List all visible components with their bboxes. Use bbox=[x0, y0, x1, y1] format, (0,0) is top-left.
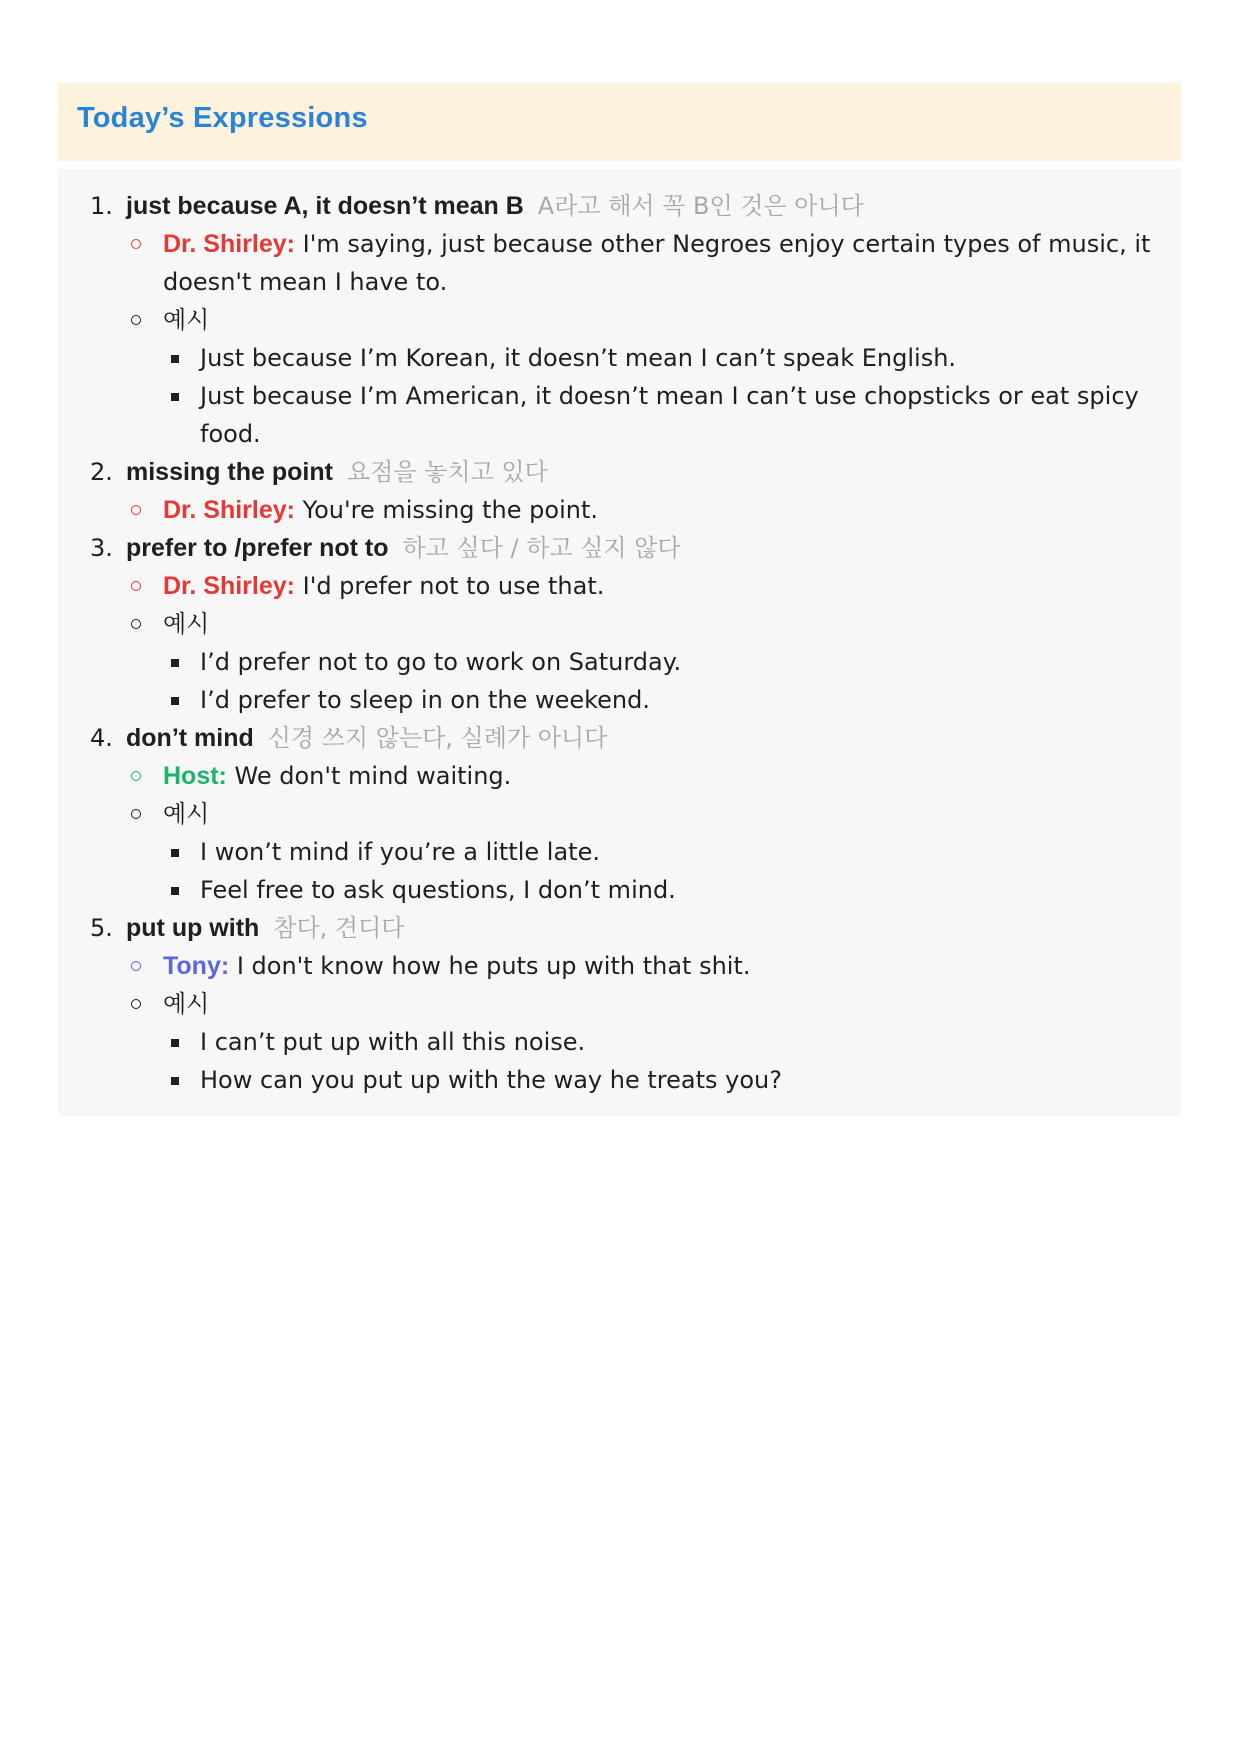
expression-phrase: prefer to /prefer not to bbox=[126, 534, 389, 562]
expression-phrase: missing the point bbox=[126, 458, 333, 486]
example-sentence: Just because I’m Korean, it doesn’t mean I can’t speak English. bbox=[163, 339, 1181, 377]
expression-meaning: 신경 쓰지 않는다, 실례가 아니다 bbox=[267, 724, 608, 752]
speaker-label: Dr. Shirley: bbox=[163, 572, 295, 600]
expressions-callout bbox=[58, 169, 1181, 1116]
hollow-bullet-icon bbox=[131, 581, 141, 591]
quote-text: You're missing the point. bbox=[302, 496, 598, 524]
example-sentence: How can you put up with the way he treats you? bbox=[163, 1061, 1181, 1099]
examples-label: 예시 bbox=[163, 800, 210, 828]
hollow-bullet-icon bbox=[131, 771, 141, 781]
example-list bbox=[163, 339, 1181, 453]
expression-sub-list bbox=[126, 947, 1181, 1099]
square-bullet-icon bbox=[171, 887, 179, 895]
square-bullet-icon bbox=[171, 1039, 179, 1047]
examples-group bbox=[126, 301, 1181, 453]
hollow-bullet-icon bbox=[131, 961, 141, 971]
expression-sub-list bbox=[126, 225, 1181, 453]
item-number: 5. bbox=[90, 914, 113, 942]
expression-phrase: put up with bbox=[126, 914, 260, 942]
item-number: 2. bbox=[90, 458, 113, 486]
expression-sub-list bbox=[126, 567, 1181, 719]
speaker-label: Tony: bbox=[163, 952, 230, 980]
movie-quote bbox=[126, 225, 1181, 301]
movie-quote bbox=[126, 947, 1181, 985]
examples-group bbox=[126, 795, 1181, 909]
quote-text: I don't know how he puts up with that shit. bbox=[236, 952, 751, 980]
example-list bbox=[163, 1023, 1181, 1099]
expression-sub-list bbox=[126, 757, 1181, 909]
example-sentence: Feel free to ask questions, I don’t mind. bbox=[163, 871, 1181, 909]
movie-quote bbox=[126, 757, 1181, 795]
hollow-bullet-icon bbox=[131, 505, 141, 515]
examples-group bbox=[126, 985, 1181, 1099]
square-bullet-icon bbox=[171, 393, 179, 401]
expression-item bbox=[58, 187, 1181, 453]
expression-sub-list bbox=[126, 491, 1181, 529]
example-sentence: I’d prefer not to go to work on Saturday. bbox=[163, 643, 1181, 681]
speaker-label: Host: bbox=[163, 762, 227, 790]
examples-label: 예시 bbox=[163, 306, 210, 334]
hollow-bullet-icon bbox=[131, 999, 141, 1009]
title-callout bbox=[58, 83, 1181, 161]
expression-heading bbox=[126, 453, 1181, 491]
example-list bbox=[163, 833, 1181, 909]
expression-phrase: just because A, it doesn’t mean B bbox=[126, 192, 524, 220]
example-sentence: Just because I’m American, it doesn’t mean I can’t use chopsticks or eat spicy food. bbox=[163, 377, 1160, 453]
expression-item bbox=[58, 909, 1181, 1099]
page-title: Today’s Expressions bbox=[77, 102, 368, 134]
expression-meaning: 참다, 견디다 bbox=[273, 914, 405, 942]
expression-item bbox=[58, 719, 1181, 909]
movie-quote bbox=[126, 567, 1181, 605]
square-bullet-icon bbox=[171, 697, 179, 705]
expression-item bbox=[58, 453, 1181, 529]
expression-heading bbox=[126, 529, 1181, 567]
expression-heading bbox=[126, 719, 1181, 757]
expression-item bbox=[58, 529, 1181, 719]
hollow-bullet-icon bbox=[131, 619, 141, 629]
expression-meaning: A라고 해서 꼭 B인 것은 아니다 bbox=[537, 192, 864, 220]
example-list bbox=[163, 643, 1181, 719]
item-number: 3. bbox=[90, 534, 113, 562]
hollow-bullet-icon bbox=[131, 239, 141, 249]
expression-meaning: 요점을 놓치고 있다 bbox=[346, 458, 548, 486]
hollow-bullet-icon bbox=[131, 809, 141, 819]
examples-label: 예시 bbox=[163, 990, 210, 1018]
item-number: 4. bbox=[90, 724, 113, 752]
examples-group bbox=[126, 605, 1181, 719]
example-sentence: I won’t mind if you’re a little late. bbox=[163, 833, 1181, 871]
square-bullet-icon bbox=[171, 1077, 179, 1085]
examples-label: 예시 bbox=[163, 610, 210, 638]
expression-phrase: don’t mind bbox=[126, 724, 254, 752]
item-number: 1. bbox=[90, 192, 113, 220]
speaker-label: Dr. Shirley: bbox=[163, 230, 295, 258]
hollow-bullet-icon bbox=[131, 315, 141, 325]
quote-text: I'm saying, just because other Negroes enjoy certain types of music, it doesn't mean I have to. bbox=[163, 230, 1151, 296]
example-sentence: I’d prefer to sleep in on the weekend. bbox=[163, 681, 1181, 719]
quote-text: I'd prefer not to use that. bbox=[302, 572, 605, 600]
expression-list bbox=[58, 187, 1181, 1099]
quote-text: We don't mind waiting. bbox=[234, 762, 512, 790]
square-bullet-icon bbox=[171, 355, 179, 363]
expression-heading bbox=[126, 187, 1181, 225]
movie-quote bbox=[126, 491, 1181, 529]
square-bullet-icon bbox=[171, 659, 179, 667]
expression-meaning: 하고 싶다 / 하고 싶지 않다 bbox=[402, 534, 681, 562]
example-sentence: I can’t put up with all this noise. bbox=[163, 1023, 1181, 1061]
speaker-label: Dr. Shirley: bbox=[163, 496, 295, 524]
square-bullet-icon bbox=[171, 849, 179, 857]
expression-heading bbox=[126, 909, 1181, 947]
